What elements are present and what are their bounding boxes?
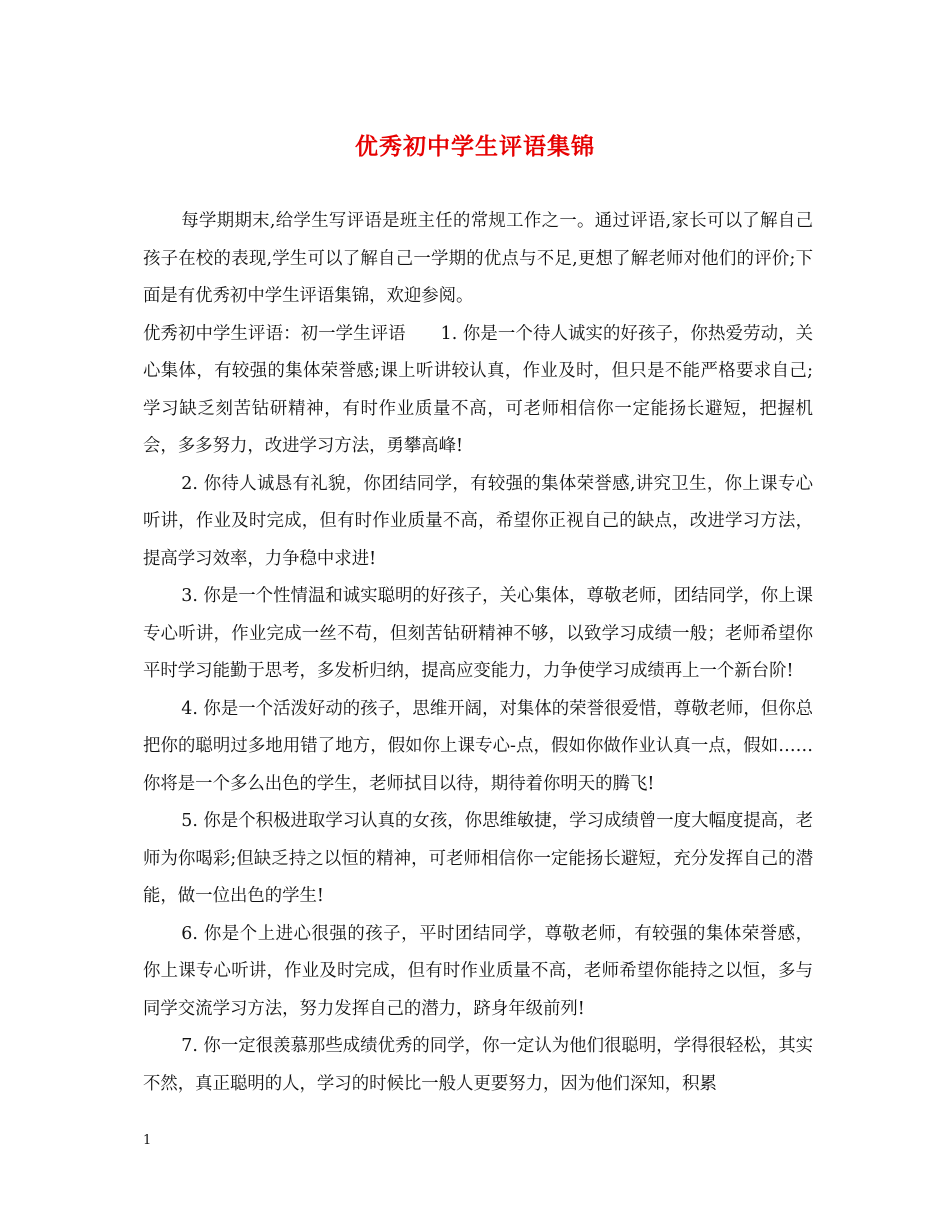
document-body	[143, 203, 813, 1103]
intro-paragraph: 每学期期末,给学生写评语是班主任的常规工作之一。通过评语,家长可以了解自己孩子在校的表现,学生可以了解自己一学期的优点与不足,更想了解老师对他们的评价;下面是有优秀初中学生评语集锦，欢迎参阅。	[143, 211, 813, 306]
comment-paragraph-6: 6. 你是个上进心很强的孩子，平时团结同学，尊敬老师，有较强的集体荣誉感， 你上课专心听讲，作业及时完成，但有时作业质量不高，老师希望你能持之以恒，多与同学交流学习方法，努力发挥自己的潜力，跻身年级前列!	[143, 923, 813, 1019]
comment-paragraph-5: 5. 你是个积极进取学习认真的女孩，你思维敏捷，学习成绩曾一度大幅度提高，老师为你喝彩;但缺乏持之以恒的精神，可老师相信你一定能扬长避短，充分发挥自己的潜能，做一位出色的学生!	[143, 811, 813, 906]
comment-paragraph-4: 4. 你是一个活泼好动的孩子，思维开阔，对集体的荣誉很爱惜，尊敬老师，但你总把你的聪明过多地用错了地方，假如你上课专心-点，假如你做作业认真一点，假如……你将是一个多么出色的学生，老师拭目以待，期待着你明天的腾飞!	[143, 698, 813, 794]
comment-paragraph-3: 3. 你是一个性情温和诚实聪明的好孩子，关心集体，尊敬老师，团结同学，你上课专心听讲，作业完成一丝不苟，但刻苦钻研精神不够，以致学习成绩一般；老师希望你平时学习能勤于思考，多发析归纳，提高应变能力，力争使学习成绩再上一个新台阶!	[143, 586, 813, 681]
comment-paragraph-2: 2. 你待人诚恳有礼貌，你团结同学，有较强的集体荣誉感,讲究卫生，你上课专心听讲，作业及时完成，但有时作业质量不高，希望你正视自己的缺点，改进学习方法，提高学习效率，力争稳中求进!	[143, 473, 813, 569]
section-heading-paragraph: 优秀初中学生评语：初一学生评语 1. 你是一个待人诚实的好孩子，你热爱劳动，关心集体，有较强的集体荣誉感;课上听讲较认真，作业及时，但只是不能严格要求自己;学习缺乏刻苦钻研精神，有时作业质量不高，可老师相信你一定能扬长避短，把握机会，多多努力，改进学习方法，勇攀高峰!	[143, 323, 813, 456]
comment-paragraph-7: 7. 你一定很羡慕那些成绩优秀的同学，你一定认为他们很聪明，学得很轻松，其实不然，真正聪明的人，学习的时候比一般人更要努力，因为他们深知，积累	[143, 1036, 813, 1094]
page-number: 1	[143, 1133, 152, 1148]
document-title: 优秀初中学生评语集锦	[355, 133, 595, 160]
